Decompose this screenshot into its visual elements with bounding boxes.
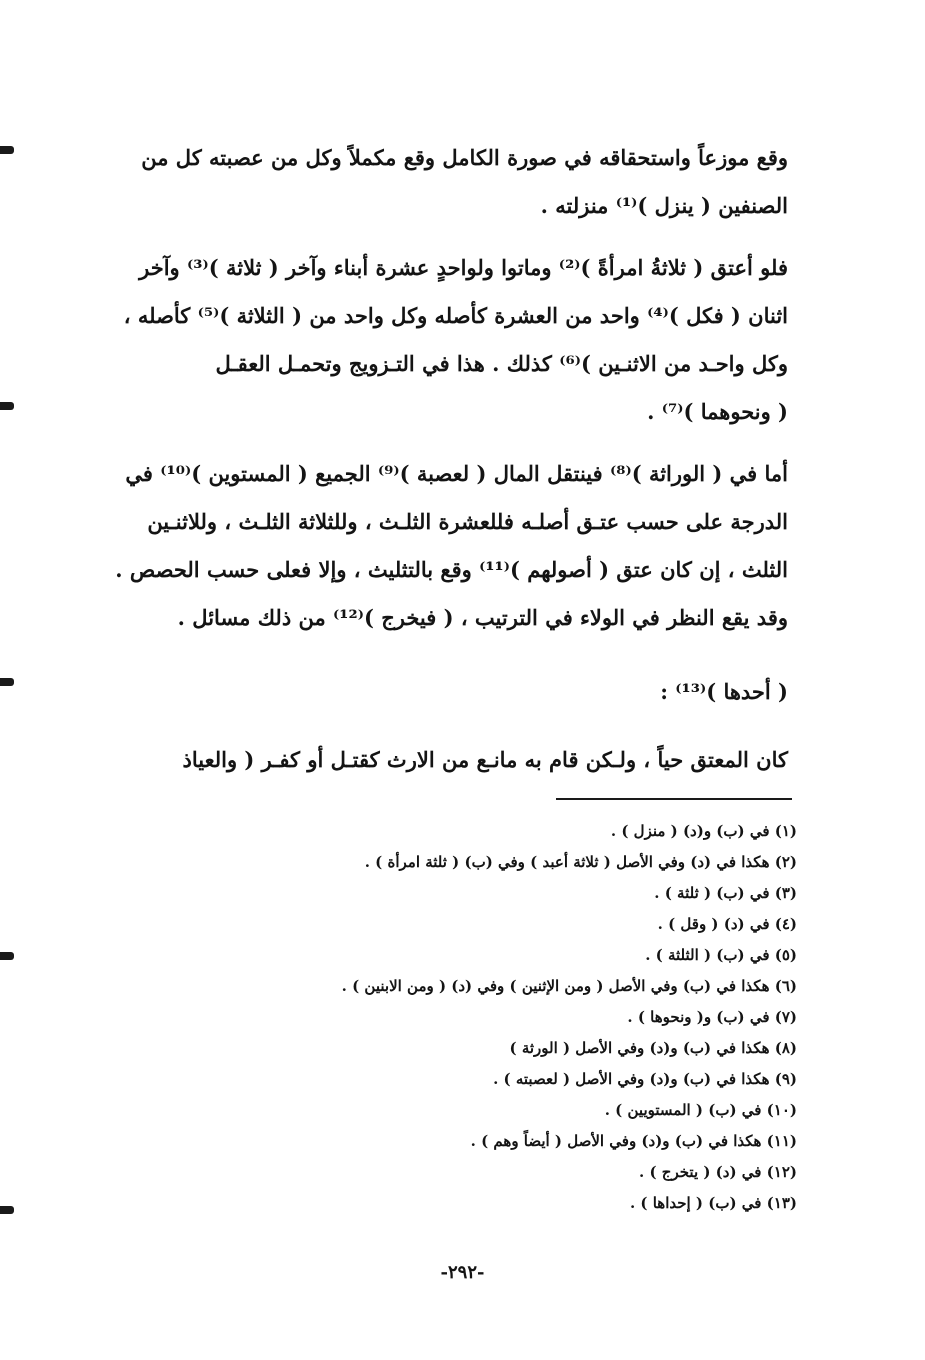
footnote: (١٣) في (ب) ( إحداها ) . [629,1194,797,1212]
main-text [98,134,788,798]
text-line: أما في ( الوراثة )⁽⁸⁾ فينتقل المال ( لعصبة )⁽⁹⁾ الجميع ( المستوين )⁽¹⁰⁾ في [125,461,788,486]
text-line: الدرجة على حسب عتـق أصلـه فللعشرة الثلـث ، وللثلاثة الثلـث ، وللاثنـين [147,509,788,534]
footnote: (٤) في (د) ( وقل ) . [657,915,797,933]
paragraph [98,134,788,230]
text-line: كان المعتق حياً ، ولـكن قام به مانـع من الارث كقتـل أو كفـر ( والعياذ [182,747,788,772]
footnote: (٧) في (ب) و( ونحوها ) . [627,1008,797,1026]
footnote: (١٠) في (ب) ( المستويين ) . [604,1101,797,1119]
scan-edge-mark [0,146,14,154]
text-line: الصنفين ( ينزل )⁽¹⁾ منزلته . [540,193,788,218]
scan-edge-mark [0,678,14,686]
paragraph [98,244,788,436]
scan-edge-mark [0,952,14,960]
footnote: (١٢) في (د) ( يتخرج ) . [639,1163,797,1181]
paragraph [98,450,788,642]
text-line: وقد يقع النظر في الولاء في الترتيب ، ( فيخرج )⁽¹²⁾ من ذلك مسائل . [177,605,788,630]
scan-edge-mark [0,1206,14,1214]
footnote: (٢) هكذا في (د) وفي الأصل ( ثلاثة أعبد ) وفي (ب) ( ثلثة امرأة ) . [364,853,797,871]
text-line: ( ونحوهما )⁽⁷⁾ . [647,399,788,424]
footnote: (٥) في (ب) ( الثلثة ) . [645,946,797,964]
text-line: وقع موزعاً واستحقاقه في صورة الكامل وقع مكملاً وكل من عصبته كل من [141,145,788,170]
text-line: وكل واحـد من الاثنـين )⁽⁶⁾ كذلك . هذا في التـزويج وتحمـل العقـل [215,351,788,376]
section-heading: ( أحدها )⁽¹³⁾ : [660,679,788,704]
footnote: (٦) هكذا في (ب) وفي الأصل ( ومن الإثنين ) وفي (د) ( ومن الابنين ) . [341,977,797,995]
text-line: الثلث ، إن كان عتق ( أصولهم )⁽¹¹⁾ وقع بالتثليث ، وإلا فعلى حسب الحصص . [115,557,788,582]
text-line: اثنان ( فكل )⁽⁴⁾ واحد من العشرة كأصله وكل واحد من ( الثلاثة )⁽⁵⁾ كأصله ، [123,303,788,328]
footnote-divider [556,798,792,800]
text-line: فلو أعتق ( ثلاثةُ امرأةً )⁽²⁾ وماتوا ولواحدٍ عشرة أبناء وآخر ( ثلاثة )⁽³⁾ وآخر [139,255,788,280]
footnote: (١) في (ب) و(د) ( منزل ) . [610,822,797,840]
page-number: -٢٩٢- [440,1262,485,1283]
scan-edge-mark [0,402,14,410]
footnotes [97,816,797,1219]
footnote: (٨) هكذا في (ب) و(د) وفي الأصل ( الورثة ) [509,1039,797,1057]
footnote: (١١) هكذا في (ب) و(د) وفي الأصل ( أيضاً وهم ) . [470,1132,797,1150]
footnote: (٣) في (ب) ( ثلثة ) . [654,884,797,902]
footnote: (٩) هكذا في (ب) و(د) وفي الأصل ( لعصبته ) . [493,1070,797,1088]
